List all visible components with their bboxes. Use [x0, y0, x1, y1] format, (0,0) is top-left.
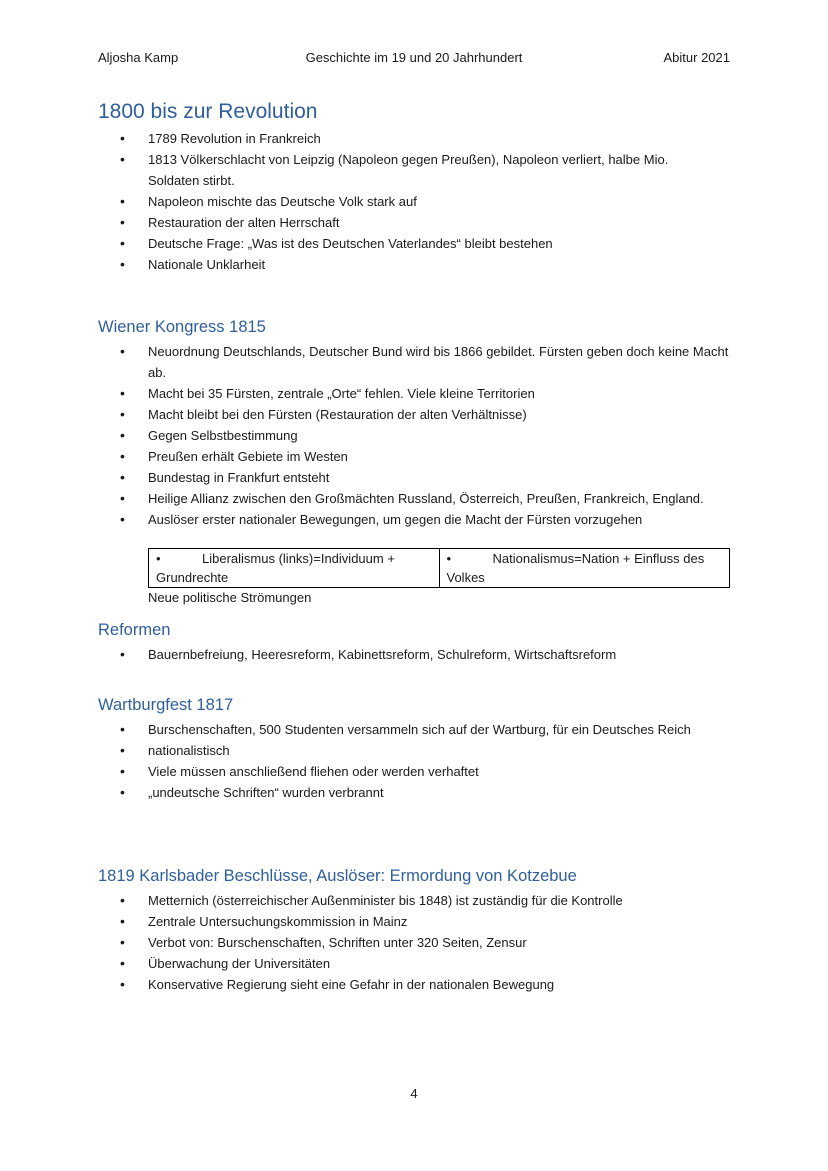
list-item: • Macht bei 35 Fürsten, zentrale „Orte“ fehlen. Viele kleine Territorien: [98, 383, 738, 404]
list-item: • Napoleon mischte das Deutsche Volk stark auf: [98, 191, 738, 212]
list-item: • nationalistisch: [98, 740, 738, 761]
list-item: • Bundestag in Frankfurt entsteht: [98, 467, 738, 488]
list-item: • Burschenschaften, 500 Studenten versammeln sich auf der Wartburg, für ein Deutsches Reich: [98, 719, 708, 740]
table-caption: Neue politische Strömungen: [148, 590, 312, 605]
list-item: • Nationale Unklarheit: [98, 254, 738, 275]
list-item: • Restauration der alten Herrschaft: [98, 212, 738, 233]
table-bullet: •: [446, 551, 452, 566]
table-cell-text: Nationalismus=Nation + Einfluss des: [492, 551, 705, 566]
list-revolution: [98, 128, 738, 275]
list-wartburg: [98, 719, 738, 803]
list-item: • Verbot von: Burschenschaften, Schriften unter 320 Seiten, Zensur: [98, 932, 738, 953]
list-item: • Neuordnung Deutschlands, Deutscher Bund wird bis 1866 gebildet. Fürsten geben doch keine Macht ab.: [98, 341, 738, 383]
table-cell-text: Volkes: [446, 570, 485, 585]
table-cell-nationalismus: [439, 549, 730, 588]
political-currents-table: [148, 548, 730, 588]
section-title-wiener: Wiener Kongress 1815: [98, 318, 266, 336]
list-item: • 1789 Revolution in Frankreich: [98, 128, 738, 149]
table-cell-liberalismus: [149, 549, 440, 588]
list-wiener: [98, 341, 738, 530]
list-item: • 1813 Völkerschlacht von Leipzig (Napoleon gegen Preußen), Napoleon verliert, halbe Mio. Soldaten stirbt.: [98, 149, 708, 191]
list-item: • Zentrale Untersuchungskommission in Mainz: [98, 911, 738, 932]
section-title-karlsbad: 1819 Karlsbader Beschlüsse, Auslöser: Ermordung von Kotzebue: [98, 867, 577, 885]
list-item: • Auslöser erster nationaler Bewegungen, um gegen die Macht der Fürsten vorzugehen: [98, 509, 738, 530]
list-item: • Bauernbefreiung, Heeresreform, Kabinettsreform, Schulreform, Wirtschaftsreform: [98, 644, 738, 665]
list-item: • Konservative Regierung sieht eine Gefahr in der nationalen Bewegung: [98, 974, 738, 995]
list-item: • Deutsche Frage: „Was ist des Deutschen Vaterlandes“ bleibt bestehen: [98, 233, 738, 254]
list-item: • Viele müssen anschließend fliehen oder werden verhaftet: [98, 761, 738, 782]
list-item: • „undeutsche Schriften“ wurden verbrannt: [98, 782, 738, 803]
list-item: • Metternich (österreichischer Außenminister bis 1848) ist zuständig für die Kontrolle: [98, 890, 738, 911]
list-karlsbad: [98, 890, 738, 995]
list-item: • Macht bleibt bei den Fürsten (Restauration der alten Verhältnisse): [98, 404, 738, 425]
page-number: 4: [410, 1086, 418, 1101]
list-item: • Preußen erhält Gebiete im Westen: [98, 446, 738, 467]
table-bullet: •: [156, 551, 161, 566]
page-header: [98, 50, 730, 70]
list-item: • Überwachung der Universitäten: [98, 953, 738, 974]
list-reformen: [98, 644, 738, 665]
section-title-revolution: 1800 bis zur Revolution: [98, 100, 318, 123]
section-title-reformen: Reformen: [98, 621, 171, 639]
header-subject: Geschichte im 19 und 20 Jahrhundert: [305, 50, 523, 65]
header-exam: Abitur 2021: [663, 50, 730, 65]
table-cell-text: Liberalismus (links)=Individuum +: [202, 551, 395, 566]
list-item: • Gegen Selbstbestimmung: [98, 425, 738, 446]
header-author: Aljosha Kamp: [98, 50, 179, 65]
list-item: • Heilige Allianz zwischen den Großmächten Russland, Österreich, Preußen, Frankreich, England.: [98, 488, 708, 509]
table-cell-text: Grundrechte: [156, 570, 229, 585]
section-title-wartburg: Wartburgfest 1817: [98, 696, 234, 714]
